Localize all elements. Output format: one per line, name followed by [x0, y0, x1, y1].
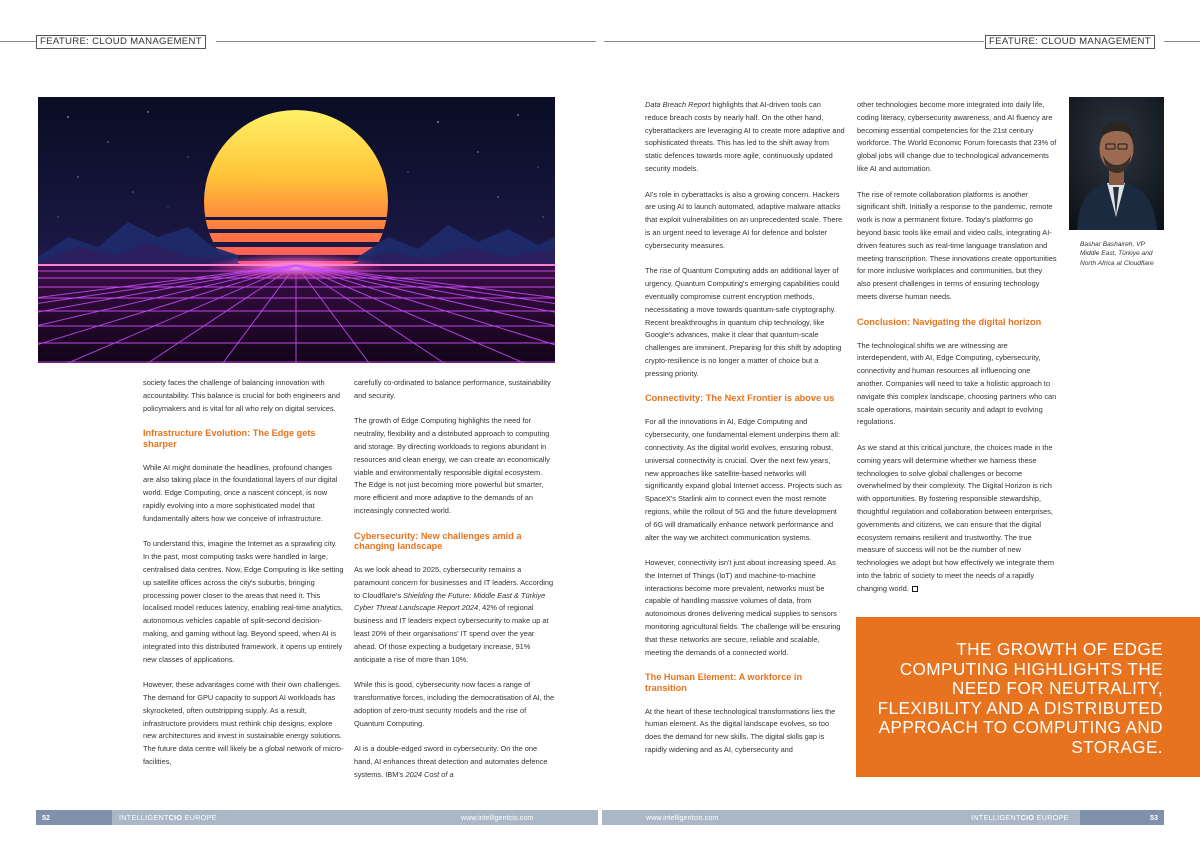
body-paragraph: While AI might dominate the headlines, profound changes are also taking place in the foundational layers of our digital world. Edge Computing, once a nascent concept, is now rapidly evolving into a more sophisticated model that fundamentally alters how we conceive of infrastructure.	[143, 462, 338, 523]
body-paragraph: The growth of Edge Computing highlights the need for neutrality, flexibility and a distributed approach to computing and storage. By directing workloads to regions abundant in resources and clean energy, we can create an economically viable and environmentally responsible digital ecosystem. The Edge is not just becoming more powerful but smarter, more efficient and more adaptive to the demands of an increasingly connected world.	[354, 416, 550, 515]
section-heading-human-element: The Human Element: A workforce in transition	[645, 672, 803, 693]
body-paragraph: other technologies become more integrated into daily life, coding literacy, cybersecurity awareness, and AI fluency are becoming essential competencies for the 21st century workforce. The World Economic Forum forecasts that 23% of global jobs will change due to technological advancements like AI and automation.	[857, 100, 1057, 173]
footer-url-left[interactable]: www.intelligentcio.com	[461, 813, 534, 822]
body-paragraph: For all the innovations in AI, Edge Computing and cybersecurity, one fundamental element underpins them all: connectivity. As the digital world evolves, ensuring robust, universal connectivity is crucial. Over the next few years, new approaches like satellite-based networks will significantly expand global Internet access. Projects such as SpaceX's Starlink aim to connect even the most remote regions, while the rollout of 5G and the future development of 6G will dramatically enhance network performance and alter the way we architect communication systems.	[645, 417, 842, 542]
report-title: 2024 Cost of a	[405, 769, 454, 779]
page-number-right: 53	[1080, 810, 1164, 825]
caption-line: North Africa at Cloudflare	[1080, 259, 1154, 267]
section-heading-conclusion: Conclusion: Navigating the digital horizon	[857, 316, 1042, 327]
hero-image	[38, 97, 555, 363]
body-paragraph: society faces the challenge of balancing innovation with accountability. This balance is crucial for both engineers and policymakers and is vital for all who rely on digital services.	[143, 378, 340, 413]
body-paragraph	[645, 99, 845, 176]
end-of-article-icon	[912, 586, 918, 592]
brand-suffix: EUROPE	[1034, 813, 1069, 822]
header-rule-left-long	[216, 41, 596, 42]
report-title: Data Breach Report	[645, 100, 711, 109]
left-page-column-1	[143, 377, 344, 769]
body-paragraph: carefully co-ordinated to balance performance, sustainability and security.	[354, 378, 551, 400]
body-paragraph: At the heart of these technological transformations lies the human element. As the digital landscape evolves, so too does the demand for new skills. The digital skills gap is rapidly widening and as AI, cybersecurity and	[645, 706, 836, 755]
body-paragraph: However, connectivity isn't just about increasing speed. As the Internet of Things (IoT) and machine-to-machine interactions become more prevalent, networks must be capable of handling massive volumes of data, from autonomous drones delivering medical supplies to sensors monitoring agricultural fields. The challenge will be ensuring that these networks are secure, reliable and scalable, meeting the demands of a connected world.	[645, 558, 841, 657]
body-paragraph: To understand this, imagine the Internet as a sprawling city. In the past, most computing tasks were handled in large, centralised data centres. Now, Edge Computing is like setting up satellite offices across the city's suburbs, bringing processing power closer to the areas that need it. This localised model reduces latency, enabling real-time analytics, autonomous vehicles capable of split-second decision-making, and gaming without lag. Beyond speed, when AI is integrated into this distributed framework, it opens up entirely new classes of applications.	[143, 539, 344, 664]
section-heading-infrastructure: Infrastructure Evolution: The Edge gets sharper	[143, 428, 316, 449]
caption-line: Bashar Bashaireh, VP	[1080, 241, 1145, 248]
right-page-column-2	[857, 99, 1057, 595]
body-paragraph: However, these advantages come with their own challenges. The demand for GPU capacity to support AI workloads has skyrocketed, often outstripping supply. As a result, infrastructure providers must rethink chip designs, explore new architectures and invest in sustainable energy solutions. The future data centre will likely be a global network of micro-facilities,	[143, 680, 344, 766]
text-run: , 42% of regional business and IT leaders expect cybersecurity to make up at least 20% of their organisations' IT spend over the year ahead. Of those expecting a budgetary increase, 91% anticipate a rise of more than 10%.	[354, 603, 549, 664]
footer-brand-left	[119, 810, 217, 825]
footer-brand-right	[971, 810, 1069, 825]
report-title: Shielding the Future: Middle East & Türkiye Cyber Threat Landscape Report 2024	[354, 590, 546, 613]
body-paragraph: The rise of remote collaboration platforms is another significant shift. Initially a response to the pandemic, remote work is now a permanent fixture. Today's platforms go beyond basic tools like email and video calls, integrating AI-driven features such as real-time language translation and meeting transcription. These innovations create opportunities for more inclusive workplaces and communities, but they also present challenges in terms of ensuring technology meets diverse human needs.	[857, 189, 1057, 301]
brand-bold: CIO	[1020, 813, 1035, 822]
synthwave-illustration	[38, 97, 555, 363]
person-silhouette	[1069, 97, 1164, 230]
brand-light: INTELLIGENT	[971, 813, 1021, 822]
portrait-photo	[1069, 97, 1164, 230]
caption-line: Middle East, Türkiye and	[1080, 250, 1153, 258]
portrait-caption	[1080, 240, 1172, 268]
body-paragraph	[354, 743, 555, 781]
pull-quote-box	[856, 617, 1200, 777]
body-paragraph: AI's role in cyberattacks is also a growing concern. Hackers are using AI to launch automated, adaptive malware attacks that exploit vulnerabilities on an unprecedented scale. There is an urgent need to leverage AI for defence and bolster cybersecurity measures.	[645, 189, 843, 250]
header-rule-left	[0, 41, 36, 42]
body-paragraph: The rise of Quantum Computing adds an additional layer of urgency. Quantum Computing's emerging capabilities could eventually compromise current encryption methods, necessitating a move towards quantum-safe cryptography. Recent breakthroughs in quantum chip technology, like Google's advances, make it clear that quantum-scale challenges are imminent. Preparing for this shift by adopting crypto-resilience is no longer a matter of choice but a pressing priority.	[645, 266, 842, 378]
right-page-column-1	[645, 99, 845, 757]
text-run: As we look ahead to 2025, cybersecurity remains a paramount concern for businesses and IT leaders. According to Cloudflare's	[354, 564, 554, 600]
section-heading-cybersecurity: Cybersecurity: New challenges amid a changing landscape	[354, 530, 522, 551]
header-rule-right-long	[604, 41, 984, 42]
brand-bold: CIO	[168, 813, 183, 822]
footer-url-right[interactable]: www.intelligentcio.com	[646, 813, 719, 822]
section-tag-left: FEATURE: CLOUD MANAGEMENT	[36, 35, 206, 49]
page-number-left: 52	[36, 810, 112, 825]
footer-right	[602, 810, 1164, 825]
text-run: As we stand at this critical juncture, the choices made in the coming years will determine whether we harness these technologies to solve global challenges or become overwhelmed by their complexity. The Digital Horizon is rich with opportunities. By fostering responsible stewardship, thoughtful regulation and collaboration between enterprises, governments and citizens, we can ensure that the digital ecosystem remains resilient and trustworthy. The true measure of success will not be the number of new technologies we adopt but how effectively we integrate them into the fabric of society to meet the needs of a rapidly changing world.	[857, 442, 1055, 593]
text-run: AI is a double-edged sword in cybersecurity. On the one hand, AI enhances threat detection and automates defence systems. IBM's	[354, 744, 548, 779]
body-paragraph	[354, 564, 555, 666]
text-run: highlights that AI-driven tools can reduce breach costs by nearly half. On the other hand, cyberattackers are leveraging AI to create more adaptive and sophisticated threats. This has led to the shift away from static defences towards more agile, continuously updated security models.	[645, 100, 845, 173]
brand-suffix: EUROPE	[182, 813, 217, 822]
footer-left	[36, 810, 598, 825]
section-heading-connectivity: Connectivity: The Next Frontier is above us	[645, 393, 835, 404]
header-rule-right	[1164, 41, 1200, 42]
brand-light: INTELLIGENT	[119, 813, 169, 822]
body-paragraph	[857, 442, 1057, 596]
left-page-column-2	[354, 377, 555, 782]
body-paragraph: While this is good, cybersecurity now faces a range of transformative forces, including the democratisation of AI, the adoption of zero-trust security models and the rise of Quantum Computing.	[354, 680, 555, 728]
body-paragraph: The technological shifts we are witnessing are interdependent, with AI, Edge Computing, cybersecurity, connectivity and human resources all influencing one another. Companies will need to take a holistic approach to navigate this complex landscape, choosing partners who can scale operations, maintain security and adapt to evolving regulations.	[857, 340, 1057, 427]
section-tag-right: FEATURE: CLOUD MANAGEMENT	[985, 35, 1155, 49]
pull-quote-text: THE GROWTH OF EDGE COMPUTING HIGHLIGHTS THE NEED FOR NEUTRALITY, FLEXIBILITY AND A DISTRIBUTED APPROACH TO COMPUTING AND STORAGE.	[877, 639, 1163, 757]
